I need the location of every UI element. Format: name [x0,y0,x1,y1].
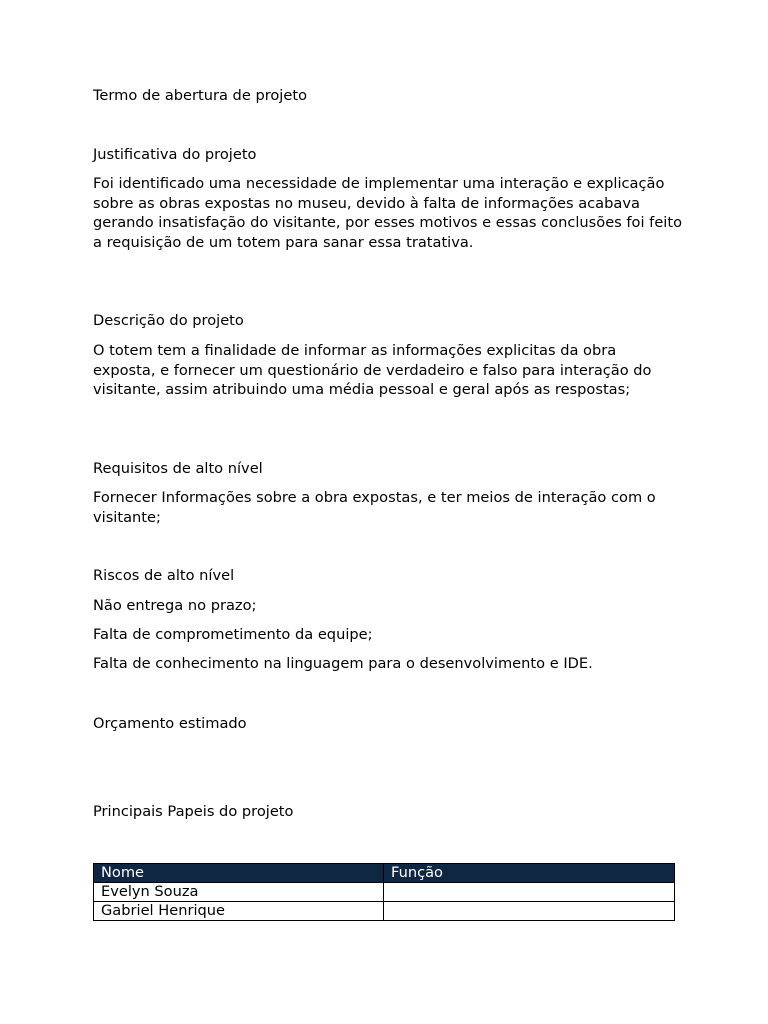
section-heading-riscos: Riscos de alto nível [93,567,235,584]
table-cell-funcao [384,902,675,921]
table-row [94,883,675,902]
risk-item: Falta de comprometimento da equipe; [93,626,373,643]
section-heading-justificativa: Justificativa do projeto [93,146,257,163]
document-title: Termo de abertura de projeto [93,87,307,104]
section-heading-orcamento: Orçamento estimado [93,715,247,732]
risk-item: Não entrega no prazo; [93,597,257,614]
table-cell-nome: Gabriel Henrique [94,902,384,921]
section-heading-descricao: Descrição do projeto [93,312,244,329]
section-body-justificativa: Foi identificado uma necessidade de implementar uma interação e explicação sobre as obras expostas no museu, devido à falta de informações acabava gerando insatisfação do visitante, por esses motivos e essas conclusões foi feito a requisição de um totem para sanar essa tratativa. [93,175,683,251]
column-header-nome: Nome [94,864,384,883]
table-row [94,902,675,921]
table-cell-nome: Evelyn Souza [94,883,384,902]
section-body-descricao: O totem tem a finalidade de informar as informações explicitas da obra exposta, e fornecer um questionário de verdadeiro e falso para interação do visitante, assim atribuindo uma média pessoal e geral após as respostas; [93,342,652,399]
section-heading-papeis: Principais Papeis do projeto [93,803,294,820]
roles-table [93,863,675,921]
table-header-row [94,864,675,883]
table-cell-funcao [384,883,675,902]
section-body-requisitos: Fornecer Informações sobre a obra expostas, e ter meios de interação com o visitante; [93,489,656,526]
risk-item: Falta de conhecimento na linguagem para o desenvolvimento e IDE. [93,655,593,672]
section-heading-requisitos: Requisitos de alto nível [93,460,263,477]
column-header-funcao: Função [384,864,675,883]
